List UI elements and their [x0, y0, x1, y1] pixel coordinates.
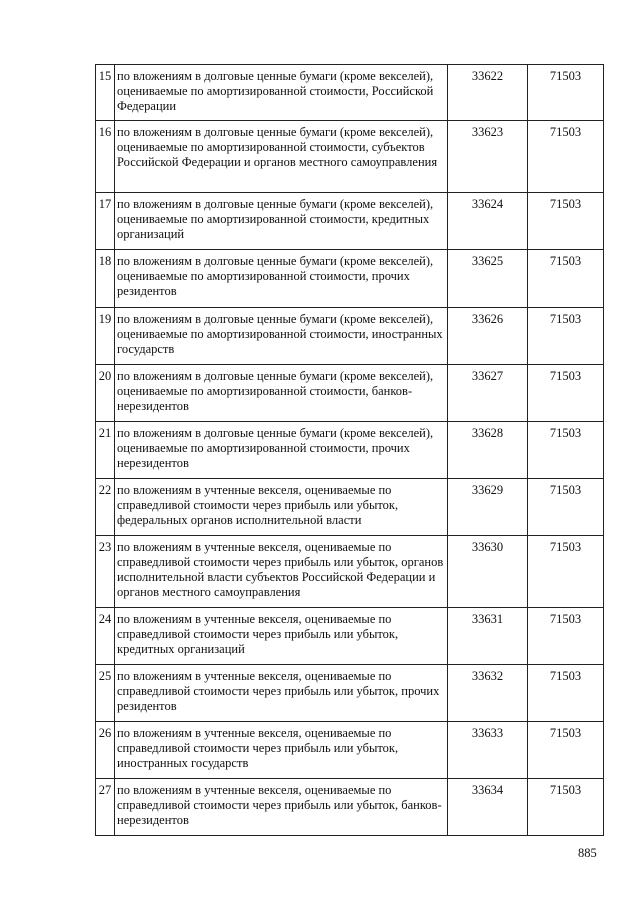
row-number: 17 — [96, 193, 115, 250]
row-number: 20 — [96, 365, 115, 422]
account-number: 33629 — [448, 479, 528, 536]
row-number: 19 — [96, 308, 115, 365]
row-number: 25 — [96, 665, 115, 722]
table-row — [96, 65, 604, 121]
row-description: по вложениям в долговые ценные бумаги (кроме векселей), оцениваемые по амортизированной стоимости, субъектов Российской Федерации и органов местного самоуправления — [115, 121, 448, 193]
row-description: по вложениям в долговые ценные бумаги (кроме векселей), оцениваемые по амортизированной стоимости, кредитных организаций — [115, 193, 448, 250]
row-description: по вложениям в учтенные векселя, оцениваемые по справедливой стоимости через прибыль или убыток, кредитных организаций — [115, 608, 448, 665]
account-number: 33623 — [448, 121, 528, 193]
table-row — [96, 422, 604, 479]
account-number: 33627 — [448, 365, 528, 422]
row-description: по вложениям в учтенные векселя, оцениваемые по справедливой стоимости через прибыль или убыток, органов исполнительной власти субъектов Российской Федерации и органов местного самоуправления — [115, 536, 448, 608]
row-description: по вложениям в учтенные векселя, оцениваемые по справедливой стоимости через прибыль или убыток, иностранных государств — [115, 722, 448, 779]
account-number: 33630 — [448, 536, 528, 608]
accounts-table — [95, 64, 604, 836]
row-description: по вложениям в учтенные векселя, оцениваемые по справедливой стоимости через прибыль или убыток, федеральных органов исполнительной власти — [115, 479, 448, 536]
row-description: по вложениям в долговые ценные бумаги (кроме векселей), оцениваемые по амортизированной стоимости, прочих нерезидентов — [115, 422, 448, 479]
row-description: по вложениям в долговые ценные бумаги (кроме векселей), оцениваемые по амортизированной стоимости, иностранных государств — [115, 308, 448, 365]
correspondent-account: 71503 — [528, 422, 604, 479]
row-description: по вложениям в долговые ценные бумаги (кроме векселей), оцениваемые по амортизированной стоимости, банков-нерезидентов — [115, 365, 448, 422]
row-number: 27 — [96, 779, 115, 836]
table-row — [96, 608, 604, 665]
table-row — [96, 665, 604, 722]
table-row — [96, 121, 604, 193]
table-row — [96, 250, 604, 308]
correspondent-account: 71503 — [528, 479, 604, 536]
correspondent-account: 71503 — [528, 779, 604, 836]
row-description: по вложениям в долговые ценные бумаги (кроме векселей), оцениваемые по амортизированной стоимости, Российской Федерации — [115, 65, 448, 121]
table-row — [96, 193, 604, 250]
row-number: 15 — [96, 65, 115, 121]
account-number: 33626 — [448, 308, 528, 365]
table-row — [96, 308, 604, 365]
account-number: 33622 — [448, 65, 528, 121]
correspondent-account: 71503 — [528, 65, 604, 121]
row-number: 26 — [96, 722, 115, 779]
page-number: 885 — [578, 846, 597, 860]
correspondent-account: 71503 — [528, 121, 604, 193]
correspondent-account: 71503 — [528, 536, 604, 608]
table-row — [96, 479, 604, 536]
table-row — [96, 365, 604, 422]
table-row — [96, 536, 604, 608]
account-number: 33633 — [448, 722, 528, 779]
account-number: 33632 — [448, 665, 528, 722]
row-number: 21 — [96, 422, 115, 479]
row-description: по вложениям в учтенные векселя, оцениваемые по справедливой стоимости через прибыль или убыток, банков-нерезидентов — [115, 779, 448, 836]
correspondent-account: 71503 — [528, 722, 604, 779]
row-description: по вложениям в долговые ценные бумаги (кроме векселей), оцениваемые по амортизированной стоимости, прочих резидентов — [115, 250, 448, 308]
table-row — [96, 779, 604, 836]
account-number: 33628 — [448, 422, 528, 479]
correspondent-account: 71503 — [528, 665, 604, 722]
correspondent-account: 71503 — [528, 608, 604, 665]
correspondent-account: 71503 — [528, 365, 604, 422]
row-number: 16 — [96, 121, 115, 193]
correspondent-account: 71503 — [528, 250, 604, 308]
row-number: 22 — [96, 479, 115, 536]
row-number: 24 — [96, 608, 115, 665]
account-number: 33634 — [448, 779, 528, 836]
row-description: по вложениям в учтенные векселя, оцениваемые по справедливой стоимости через прибыль или убыток, прочих резидентов — [115, 665, 448, 722]
table-row — [96, 722, 604, 779]
correspondent-account: 71503 — [528, 308, 604, 365]
account-number: 33624 — [448, 193, 528, 250]
row-number: 23 — [96, 536, 115, 608]
account-number: 33631 — [448, 608, 528, 665]
correspondent-account: 71503 — [528, 193, 604, 250]
row-number: 18 — [96, 250, 115, 308]
account-number: 33625 — [448, 250, 528, 308]
